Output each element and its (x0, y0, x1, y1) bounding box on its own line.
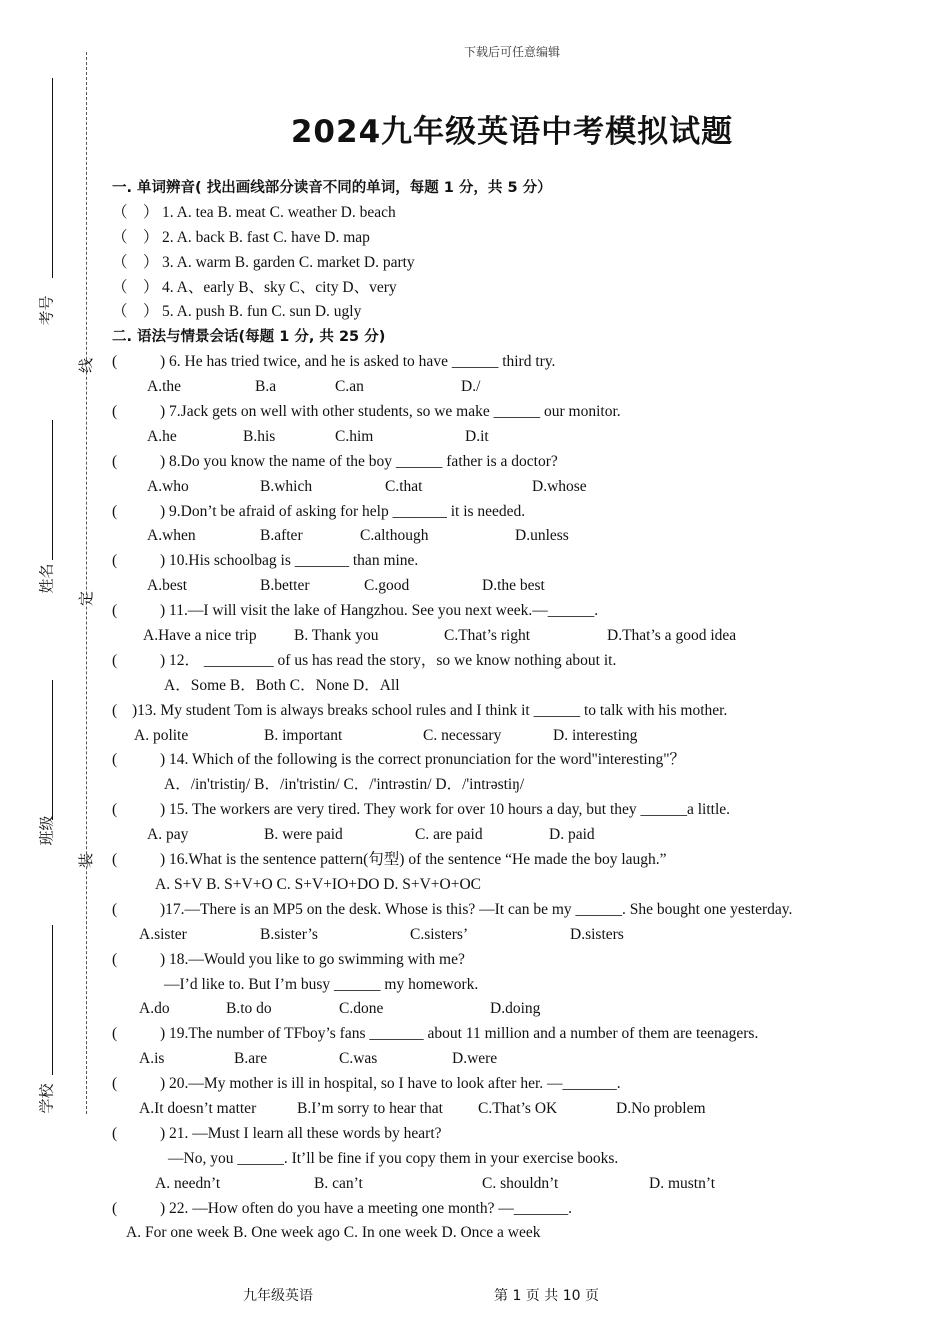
options-line: A.sister B.sister’s C.sisters’ D.sisters (139, 925, 624, 943)
question-line: ( ) 22. —How often do you have a meeting one month? —_______. (112, 1199, 572, 1217)
footer-page-number: 第 1 页 共 10 页 (494, 1288, 599, 1304)
question-line: ( )13. My student Tom is always breaks school rules and I think it ______ to talk with his mother. (112, 701, 728, 719)
exam-number-line (52, 78, 53, 278)
class-label: 班级 (37, 815, 56, 846)
question-subline: —I’d like to. But I’m busy ______ my homework. (164, 975, 479, 993)
section2-heading: 二. 语法与情景会话(每题 1 分, 共 25 分) (112, 329, 386, 346)
options-line: A.do B.to do C.done D.doing (139, 1000, 541, 1018)
question-line: ( ) 15. The workers are very tired. They work for over 10 hours a day, but they ______a little. (112, 801, 731, 819)
section1-heading: 一. 单词辨音( 找出画线部分读音不同的单词，每题 1 分，共 5 分） (112, 180, 552, 196)
question-line: ( ) 16.What is the sentence pattern(句型) of the sentence “He made the boy laugh.” (112, 851, 667, 869)
binding-char-xian: 线 (77, 357, 96, 374)
question-line: ( ) 6. He has tried twice, and he is asked to have ______ third try. (112, 353, 556, 371)
name-line (52, 420, 53, 560)
question-line: ( ) 9.Don’t be afraid of asking for help _______ it is needed. (112, 502, 526, 520)
question-line: ( ) 20.—My mother is ill in hospital, so I have to look after her. —_______. (112, 1075, 621, 1093)
options-line: A．/in'tristiŋ/ B．/in'tristin/ C．/'intrəstin/ D．/'intrəstiŋ/ (164, 776, 525, 794)
options-line: A.he B.his C.him D.it (147, 427, 489, 445)
header-note: 下载后可任意编辑 (463, 45, 560, 59)
options-line: A.who B.which C.that D.whose (147, 477, 587, 495)
options-line: A.is B.are C.was D.were (139, 1050, 498, 1068)
name-label: 姓名 (37, 563, 56, 594)
class-line (52, 680, 53, 820)
options-line: A.best B.better C.good D.the best (147, 577, 545, 595)
question-line: ( ) 21. —Must I learn all these words by heart? (112, 1124, 442, 1142)
pron-item: （ ） 1. A. tea B. meat C. weather D. beach (112, 203, 396, 221)
options-line: A. polite B. important C. necessary D. interesting (134, 726, 638, 744)
options-line: A.the B.a C.an D./ (147, 378, 481, 396)
question-line: ( ) 8.Do you know the name of the boy ______ father is a doctor? (112, 452, 558, 470)
school-line (52, 925, 53, 1075)
question-line: ( ) 7.Jack gets on well with other students, so we make ______ our monitor. (112, 403, 621, 421)
page-title: 2024九年级英语中考模拟试题 (290, 114, 734, 150)
options-line: A.Have a nice trip B. Thank you C.That’s right D.That’s a good idea (143, 627, 737, 645)
question-line: ( ) 11.—I will visit the lake of Hangzhou. See you next week.—______. (112, 602, 599, 620)
school-label: 学校 (37, 1083, 56, 1114)
question-line: ( ) 14. Which of the following is the correct pronunciation for the word"interesting"？ (112, 751, 686, 769)
question-line: ( ) 10.His schoolbag is _______ than mine. (112, 552, 419, 570)
footer-subject: 九年级英语 (243, 1288, 313, 1304)
options-line: A. pay B. were paid C. are paid D. paid (147, 826, 595, 844)
pron-item: （ ） 5. A. push B. fun C. sun D. ugly (112, 303, 362, 321)
binding-dashed-line (86, 52, 87, 1114)
options-line: A. For one week B. One week ago C. In one week D. Once a week (126, 1224, 541, 1242)
question-line: ( )17.—There is an MP5 on the desk. Whose is this? —It can be my ______. She bought one yesterday. (112, 900, 793, 918)
options-line: A．Some B．Both C．None D．All (164, 676, 400, 694)
exam-number-label: 考号 (37, 295, 56, 326)
pron-item: （ ） 2. A. back B. fast C. have D. map (112, 228, 370, 246)
options-line: A. S+V B. S+V+O C. S+V+IO+DO D. S+V+O+OC (155, 875, 481, 893)
options-line: A.It doesn’t matter B.I’m sorry to hear that C.That’s OK D.No problem (139, 1099, 706, 1117)
question-line: ( ) 18.—Would you like to go swimming with me? (112, 950, 465, 968)
pron-item: （ ） 4. A、early B、sky C、city D、very (112, 278, 397, 296)
question-line: ( ) 19.The number of TFboy’s fans _______ about 11 million and a number of them are teenagers. (112, 1025, 759, 1043)
pron-item: （ ） 3. A. warm B. garden C. market D. party (112, 253, 415, 271)
options-line: A. needn’t B. can’t C. shouldn’t D. mustn’t (155, 1174, 716, 1192)
question-subline: —No, you ______. It’ll be fine if you copy them in your exercise books. (168, 1149, 619, 1167)
question-line: ( ) 12． _________ of us has read the story，so we know nothing about it. (112, 651, 617, 669)
options-line: A.when B.after C.although D.unless (147, 527, 569, 545)
exam-content (112, 176, 912, 1246)
binding-char-zhuang: 装 (77, 852, 96, 869)
binding-char-ding: 定 (77, 590, 96, 607)
